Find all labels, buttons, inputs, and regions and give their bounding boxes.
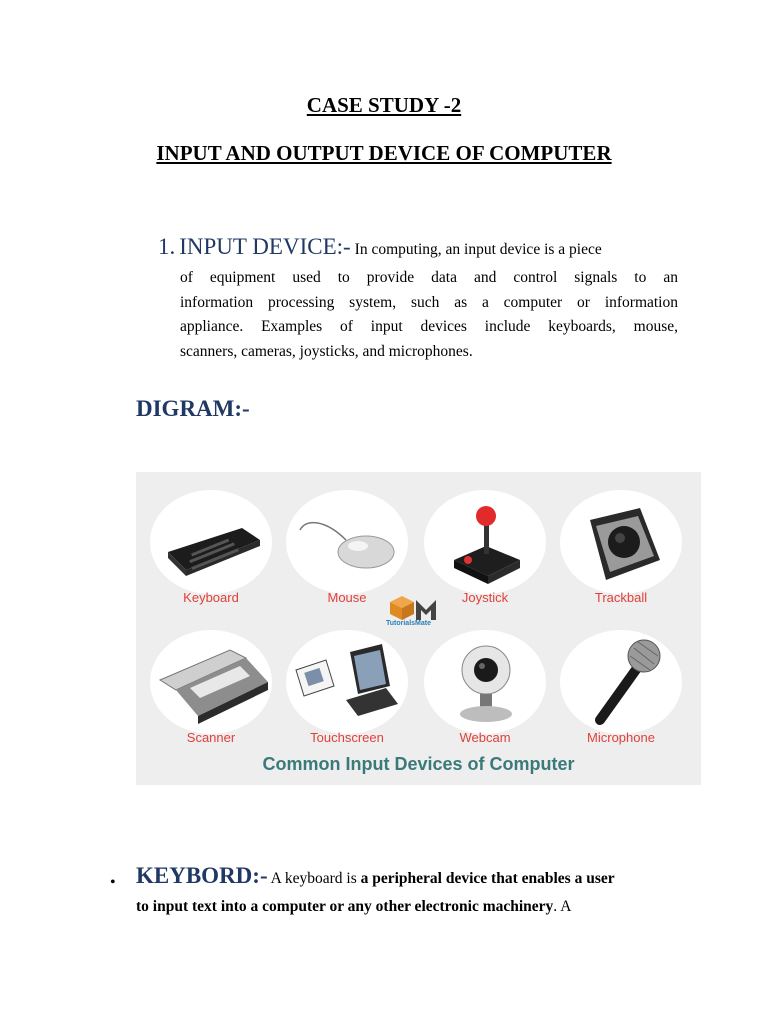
device-label-trackball: Trackball: [594, 590, 648, 605]
keyboard-text: . A: [553, 898, 572, 915]
trackball-icon: [560, 490, 682, 594]
paragraph-line: scanners, cameras, joysticks, and microphones.: [180, 342, 473, 360]
device-label-joystick: Joystick: [461, 590, 509, 605]
paragraph-line: of equipment used to provide data and control signals to an: [180, 269, 678, 286]
scanner-image: [150, 630, 272, 734]
section-number: 1.: [158, 234, 176, 259]
diagram-heading: DIGRAM:-: [136, 396, 250, 421]
keyboard-heading: KEYBORD:-: [136, 863, 268, 888]
paragraph-line: appliance. Examples of input devices include keyboards, mouse,: [180, 318, 678, 335]
logo-icon: [386, 596, 446, 634]
device-label-touchscreen: Touchscreen: [310, 730, 384, 745]
input-devices-figure: [136, 472, 701, 785]
touchscreen-image: [286, 630, 408, 734]
tutorialsmate-logo: [386, 596, 446, 634]
device-label-microphone: Microphone: [587, 730, 655, 745]
keyboard-text: A keyboard is: [267, 870, 361, 887]
microphone-image: [560, 630, 682, 734]
scanner-icon: [150, 630, 272, 734]
mouse-image: [286, 490, 408, 594]
keyboard-section: [110, 862, 710, 921]
mouse-icon: [286, 490, 408, 594]
keyboard-icon: [150, 490, 272, 594]
keyboard-bold-text: to input text into a computer or any other electronic machinery: [136, 898, 554, 915]
device-label-webcam: Webcam: [459, 730, 511, 745]
input-device-section: [158, 234, 678, 364]
paragraph-line: In computing, an input device is a piece: [354, 241, 602, 258]
document-title: CASE STUDY -2: [306, 93, 462, 117]
touchscreen-icon: [286, 630, 408, 734]
joystick-image: [424, 490, 546, 594]
trackball-image: [560, 490, 682, 594]
device-label-keyboard: Keyboard: [183, 590, 239, 605]
figure-caption: Common Input Devices of Computer: [262, 754, 575, 774]
keyboard-image: [150, 490, 272, 594]
joystick-icon: [424, 490, 546, 594]
webcam-image: [424, 630, 546, 734]
section-heading: INPUT DEVICE:-: [179, 234, 351, 259]
document-subtitle: INPUT AND OUTPUT DEVICE OF COMPUTER: [156, 141, 612, 165]
paragraph-line: information processing system, such as a computer or information: [180, 293, 678, 311]
bullet-icon: •: [110, 874, 116, 891]
webcam-icon: [424, 630, 546, 734]
microphone-icon: [560, 630, 682, 734]
logo-text: TutorialsMate: [386, 620, 431, 627]
device-label-mouse: Mouse: [327, 590, 367, 605]
device-label-scanner: Scanner: [186, 730, 236, 745]
keyboard-bold-text: a peripheral device that enables a user: [360, 870, 615, 887]
